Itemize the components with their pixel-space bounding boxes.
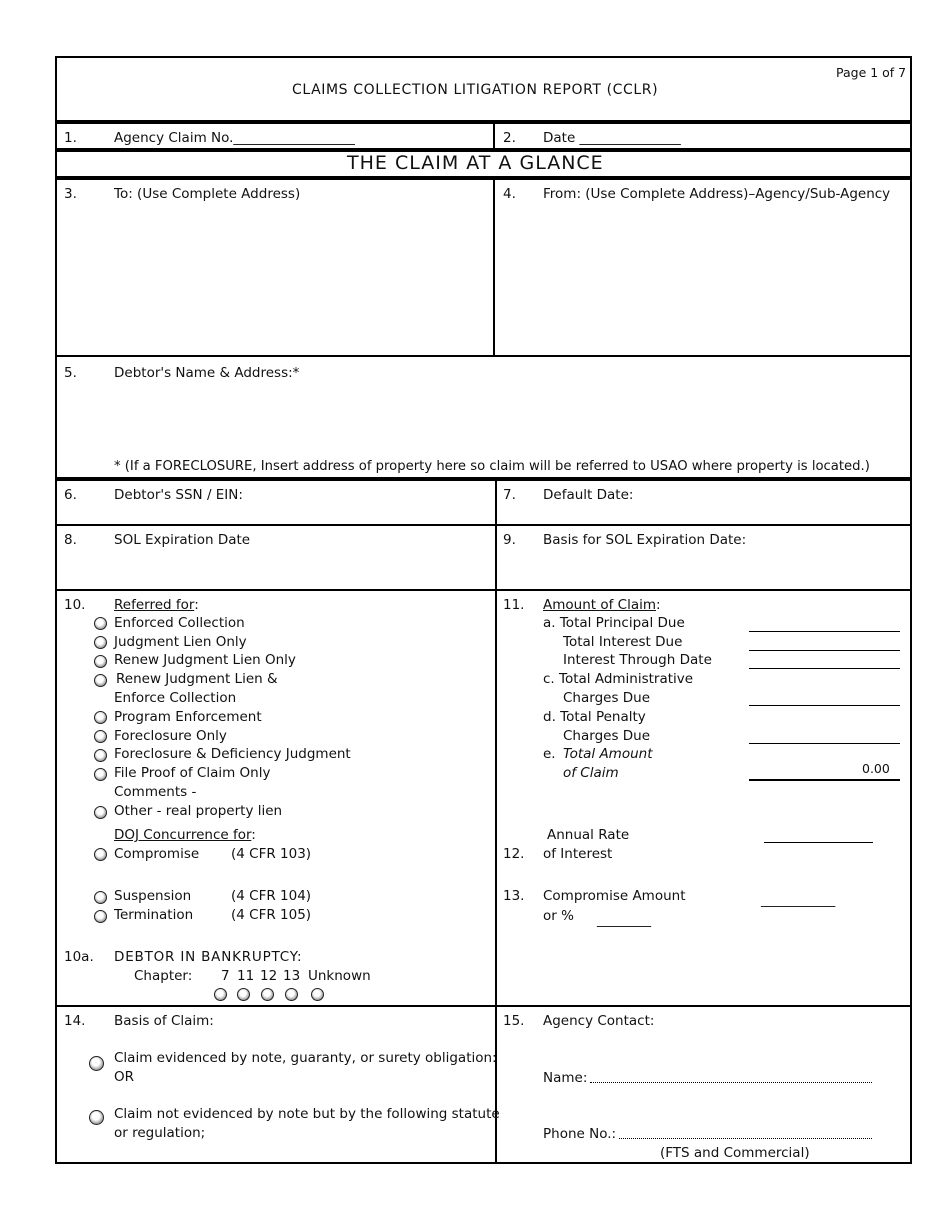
compromise-amount-input[interactable] xyxy=(761,887,857,907)
item-number-8: 8. xyxy=(64,532,77,548)
compromise-pct-input[interactable] xyxy=(597,907,663,927)
radio-foreclosure-deficiency[interactable] xyxy=(94,749,107,762)
chapter-11-label: 11 xyxy=(237,968,255,984)
radio-claim-evidenced-by-note[interactable] xyxy=(89,1056,104,1071)
doj-concurrence-heading xyxy=(114,826,256,844)
option-renew-judgment-lien-only: Renew Judgment Lien Only xyxy=(114,652,296,668)
penalty-charges-label: d. Total Penalty xyxy=(543,709,646,725)
principal-due-input[interactable] xyxy=(749,614,904,632)
colon: : xyxy=(251,827,256,843)
chapter-label: Chapter: xyxy=(134,968,193,984)
default-date-input[interactable] xyxy=(635,484,899,504)
colon: : xyxy=(656,597,661,613)
interest-due-input[interactable] xyxy=(749,633,904,651)
option-foreclosure-deficiency: Foreclosure & Deficiency Judgment xyxy=(114,746,351,762)
interest-due-label: Total Interest Due xyxy=(563,634,683,650)
annual-rate-label: Annual Rate xyxy=(547,827,630,843)
item-number-12: 12. xyxy=(503,846,525,862)
radio-program-enforcement[interactable] xyxy=(94,711,107,724)
radio-renew-judgment-lien-only[interactable] xyxy=(94,655,107,668)
item-number-2: 2. xyxy=(503,130,516,146)
item-number-9: 9. xyxy=(503,532,516,548)
item-number-10: 10. xyxy=(64,597,86,613)
doj-concurrence-text: DOJ Concurrence for xyxy=(114,827,252,843)
total-amount-prefix: e. xyxy=(543,746,556,762)
total-amount-label-2: of Claim xyxy=(563,765,619,781)
debtor-name-label: Debtor's Name & Address:* xyxy=(114,365,300,381)
item-number-14: 14. xyxy=(64,1013,86,1029)
radio-chapter-11[interactable] xyxy=(237,988,250,1001)
from-address-label: From: (Use Complete Address)–Agency/Sub-Agency xyxy=(543,186,891,202)
basis-sol-input[interactable] xyxy=(543,555,897,575)
cfr-compromise: (4 CFR 103) xyxy=(231,846,312,862)
annual-rate-input[interactable] xyxy=(764,825,877,843)
phone-note: (FTS and Commercial) xyxy=(660,1145,810,1161)
divider xyxy=(495,1005,497,1164)
contact-name-input[interactable] xyxy=(592,1066,876,1084)
item-number-13: 13. xyxy=(503,888,525,904)
amount-of-claim-heading xyxy=(543,596,661,614)
radio-chapter-13[interactable] xyxy=(285,988,298,1001)
of-interest-label: of Interest xyxy=(543,846,613,862)
item-number-5: 5. xyxy=(64,365,77,381)
referred-for-heading xyxy=(114,596,199,614)
radio-termination[interactable] xyxy=(94,910,107,923)
agency-contact-heading: Agency Contact: xyxy=(543,1013,655,1029)
option-program-enforcement: Program Enforcement xyxy=(114,709,262,725)
comments-label: Comments - xyxy=(114,784,197,800)
radio-chapter-12[interactable] xyxy=(261,988,274,1001)
radio-other-real-property-lien[interactable] xyxy=(94,806,107,819)
option-termination: Termination xyxy=(114,907,194,923)
option-compromise: Compromise xyxy=(114,846,200,862)
radio-claim-by-statute[interactable] xyxy=(89,1110,104,1125)
amount-of-claim-text: Amount of Claim xyxy=(543,597,656,613)
item-number-1: 1. xyxy=(64,130,77,146)
ssn-label: Debtor's SSN / EIN: xyxy=(114,487,243,503)
page-number: Page 1 of 7 xyxy=(836,65,907,80)
total-amount-line xyxy=(749,779,900,781)
option-renew-lien-enforce-2: Enforce Collection xyxy=(114,690,237,706)
divider xyxy=(495,589,497,1007)
admin-charges-input[interactable] xyxy=(749,688,904,706)
option-other-real-property-lien: Other - real property lien xyxy=(114,803,283,819)
contact-phone-label: Phone No.: xyxy=(543,1126,617,1142)
cfr-suspension: (4 CFR 104) xyxy=(231,888,312,904)
option-foreclosure-only: Foreclosure Only xyxy=(114,728,227,744)
chapter-12-label: 12 xyxy=(260,968,278,984)
interest-through-label: Interest Through Date xyxy=(563,652,712,668)
radio-chapter-7[interactable] xyxy=(214,988,227,1001)
date-label: Date _______________ xyxy=(543,130,681,146)
contact-name-label: Name: xyxy=(543,1070,588,1086)
option-enforced-collection: Enforced Collection xyxy=(114,615,245,631)
contact-phone-input[interactable] xyxy=(621,1122,876,1140)
radio-suspension[interactable] xyxy=(94,891,107,904)
item-number-15: 15. xyxy=(503,1013,525,1029)
form-title: CLAIMS COLLECTION LITIGATION REPORT (CCLR) xyxy=(292,82,659,98)
default-date-label: Default Date: xyxy=(543,487,634,503)
foreclosure-note: * (If a FORECLOSURE, Insert address of property here so claim will be referred to USAO where property is located.) xyxy=(114,459,870,474)
penalty-charges-label-2: Charges Due xyxy=(563,728,651,744)
item-number-6: 6. xyxy=(64,487,77,503)
claim-by-statute-text: Claim not evidenced by note but by the following statute xyxy=(114,1106,500,1122)
interest-through-input[interactable] xyxy=(749,651,904,669)
admin-charges-label: c. Total Administrative xyxy=(543,671,694,687)
principal-due-label: a. Total Principal Due xyxy=(543,615,685,631)
radio-file-proof-of-claim[interactable] xyxy=(94,768,107,781)
date-input[interactable] xyxy=(585,127,699,147)
item-number-11: 11. xyxy=(503,597,525,613)
sol-expiration-label: SOL Expiration Date xyxy=(114,532,251,548)
chapter-unknown-label: Unknown xyxy=(308,968,371,984)
colon: : xyxy=(194,597,199,613)
ssn-input[interactable] xyxy=(250,484,484,504)
bankruptcy-heading: DEBTOR IN BANKRUPTCY: xyxy=(114,949,303,965)
divider xyxy=(493,178,495,357)
item-number-10a: 10a. xyxy=(64,949,94,965)
radio-compromise[interactable] xyxy=(94,848,107,861)
radio-foreclosure-only[interactable] xyxy=(94,730,107,743)
basis-sol-label: Basis for SOL Expiration Date: xyxy=(543,532,747,548)
total-amount-label: Total Amount xyxy=(563,746,653,762)
agency-claim-input[interactable] xyxy=(233,127,369,147)
claim-evidenced-by-note-text: Claim evidenced by note, guaranty, or surety obligation: xyxy=(114,1050,497,1066)
glance-title: THE CLAIM AT A GLANCE xyxy=(347,152,604,174)
radio-judgment-lien-only[interactable] xyxy=(94,636,107,649)
from-address-input[interactable] xyxy=(503,208,907,352)
admin-charges-label-2: Charges Due xyxy=(563,690,651,706)
radio-chapter-unknown[interactable] xyxy=(311,988,324,1001)
penalty-charges-input[interactable] xyxy=(749,726,904,744)
debtor-address-input[interactable] xyxy=(114,386,898,458)
chapter-7-label: 7 xyxy=(221,968,230,984)
option-renew-lien-enforce-1: Renew Judgment Lien & xyxy=(116,671,278,687)
option-file-proof-of-claim: File Proof of Claim Only xyxy=(114,765,271,781)
radio-enforced-collection[interactable] xyxy=(94,617,107,630)
total-amount-value: 0.00 xyxy=(862,761,890,776)
agency-claim-label: Agency Claim No.__________________ xyxy=(114,130,355,146)
radio-renew-lien-enforce[interactable] xyxy=(94,674,107,687)
item-number-7: 7. xyxy=(503,487,516,503)
chapter-13-label: 13 xyxy=(283,968,301,984)
claim-by-statute-text-2: or regulation; xyxy=(114,1125,206,1141)
compromise-amount-label: Compromise Amount xyxy=(543,888,686,904)
cfr-termination: (4 CFR 105) xyxy=(231,907,312,923)
option-suspension: Suspension xyxy=(114,888,192,904)
item-number-4: 4. xyxy=(503,186,516,202)
or-text: OR xyxy=(114,1069,135,1085)
divider xyxy=(495,479,497,526)
divider xyxy=(493,122,495,150)
to-address-input[interactable] xyxy=(64,208,488,352)
referred-for-text: Referred for xyxy=(114,597,195,613)
item-number-3: 3. xyxy=(64,186,77,202)
compromise-pct-blank: ________ xyxy=(597,912,651,928)
to-address-label: To: (Use Complete Address) xyxy=(114,186,301,202)
compromise-pct-label: or % xyxy=(543,908,574,924)
sol-expiration-input[interactable] xyxy=(114,555,478,575)
basis-of-claim-heading: Basis of Claim: xyxy=(114,1013,214,1029)
divider xyxy=(495,524,497,591)
compromise-amount-blank: ___________ xyxy=(761,892,836,908)
option-judgment-lien-only: Judgment Lien Only xyxy=(114,634,247,650)
